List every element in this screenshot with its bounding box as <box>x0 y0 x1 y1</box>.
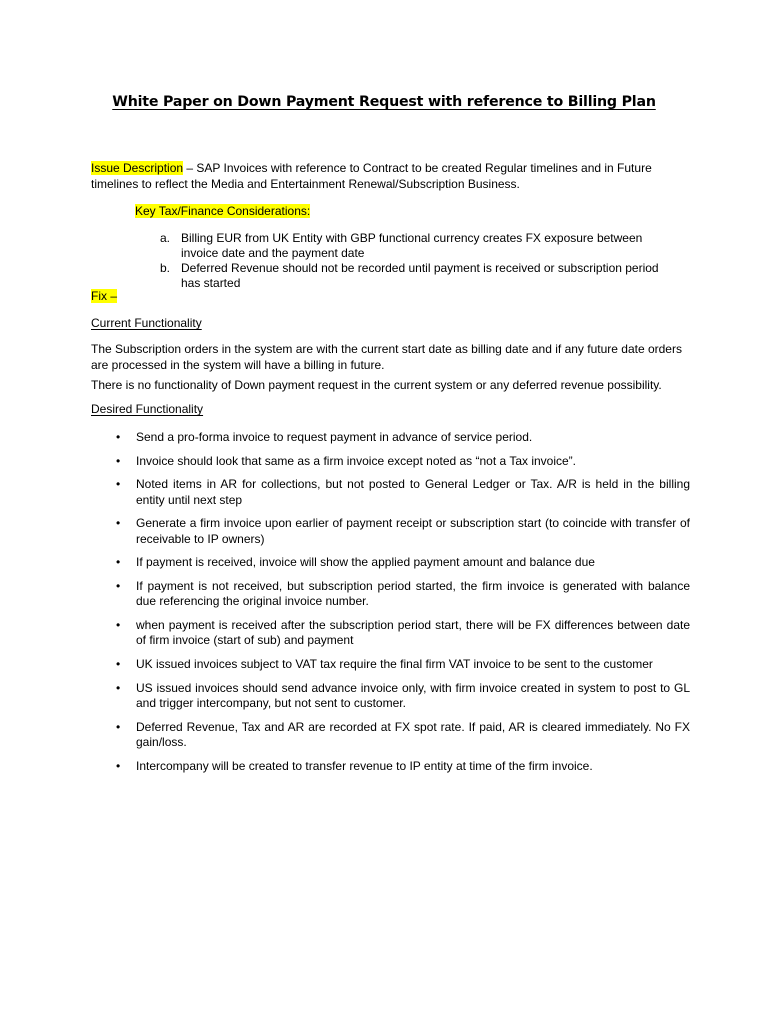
fix-label <box>91 289 689 305</box>
current-functionality-paragraph: The Subscription orders in the system are with the current start date as billing date and if any future date orders are processed in the system will have a billing in future. <box>91 342 682 372</box>
list-item <box>116 454 690 469</box>
desired-functionality-heading-text: Desired Functionality <box>91 402 204 416</box>
bullet-icon: • <box>116 579 121 594</box>
document-title <box>0 94 768 110</box>
list-item-text: UK issued invoices subject to VAT tax require the final firm VAT invoice to be sent to the customer <box>136 657 653 671</box>
list-item-text: If payment is not received, but subscription period started, the firm invoice is generated with balance due referencing the original invoice number. <box>136 579 690 609</box>
list-item <box>116 681 690 712</box>
bullet-icon: • <box>116 657 121 671</box>
list-item-text: Noted items in AR for collections, but not posted to General Ledger or Tax. A/R is held in the billing entity until next step <box>136 477 690 507</box>
desired-functionality-list <box>116 430 690 782</box>
list-item-text: Send a pro-forma invoice to request payment in advance of service period. <box>136 430 533 444</box>
list-item-text: Invoice should look that same as a firm invoice except noted as “not a Tax invoice”. <box>136 453 577 468</box>
list-item-text: If payment is received, invoice will show the applied payment amount and balance due <box>136 555 595 570</box>
list-item-text: Deferred Revenue should not be recorded until payment is received or subscription period has started <box>181 261 659 290</box>
list-item-text: Intercompany will be created to transfer revenue to IP entity at time of the firm invoice. <box>136 758 593 773</box>
issue-description-label: Issue Description <box>91 161 184 175</box>
key-considerations-list <box>160 231 680 291</box>
list-item <box>116 657 690 672</box>
list-item <box>116 759 690 774</box>
list-item <box>160 261 680 291</box>
list-item-marker: b. <box>160 261 171 275</box>
bullet-icon: • <box>116 618 121 633</box>
bullet-icon: • <box>116 555 121 570</box>
list-item <box>116 720 690 751</box>
bullet-icon: • <box>116 453 121 468</box>
list-item-text: Billing EUR from UK Entity with GBP functional currency creates FX exposure between invoice date and the payment date <box>181 231 643 260</box>
issue-description <box>91 161 689 192</box>
list-item <box>116 477 690 508</box>
issue-description-text: – SAP Invoices with reference to Contract to be created Regular timelines and in Future timelines to reflect the Media and Entertainment Renewal/Subscription Business. <box>91 161 652 191</box>
current-functionality-heading-text: Current Functionality <box>91 316 202 330</box>
current-functionality-paragraph: There is no functionality of Down payment request in the current system or any deferred revenue possibility. <box>91 378 662 392</box>
list-item <box>160 231 680 261</box>
list-item <box>116 618 690 649</box>
current-functionality-heading <box>91 316 689 332</box>
list-item-text: US issued invoices should send advance invoice only, with firm invoice created in system to post to GL and trigger intercompany, but not sent to customer. <box>136 680 690 710</box>
key-considerations-heading <box>135 204 310 220</box>
bullet-icon: • <box>116 758 121 773</box>
bullet-icon: • <box>116 477 121 492</box>
list-item <box>116 430 690 445</box>
list-item-marker: a. <box>160 231 171 245</box>
list-item-text: Generate a firm invoice upon earlier of payment receipt or subscription start (to coincide with transfer of receivable to IP owners) <box>136 516 690 546</box>
bullet-icon: • <box>116 680 121 695</box>
list-item <box>116 516 690 547</box>
key-considerations-heading-text: Key Tax/Finance Considerations: <box>135 204 311 218</box>
fix-label-text: Fix – <box>91 289 118 303</box>
list-item <box>116 555 690 570</box>
list-item-text: when payment is received after the subscription period start, there will be FX differences between date of firm invoice (start of sub) and payment <box>136 618 690 648</box>
list-item-text: Deferred Revenue, Tax and AR are recorded at FX spot rate. If paid, AR is cleared immediately. No FX gain/loss. <box>136 719 690 749</box>
bullet-icon: • <box>116 430 121 444</box>
bullet-icon: • <box>116 516 121 531</box>
desired-functionality-heading <box>91 402 689 418</box>
bullet-icon: • <box>116 719 121 734</box>
document-title-text: White Paper on Down Payment Request with reference to Billing Plan <box>112 94 656 110</box>
list-item <box>116 579 690 610</box>
